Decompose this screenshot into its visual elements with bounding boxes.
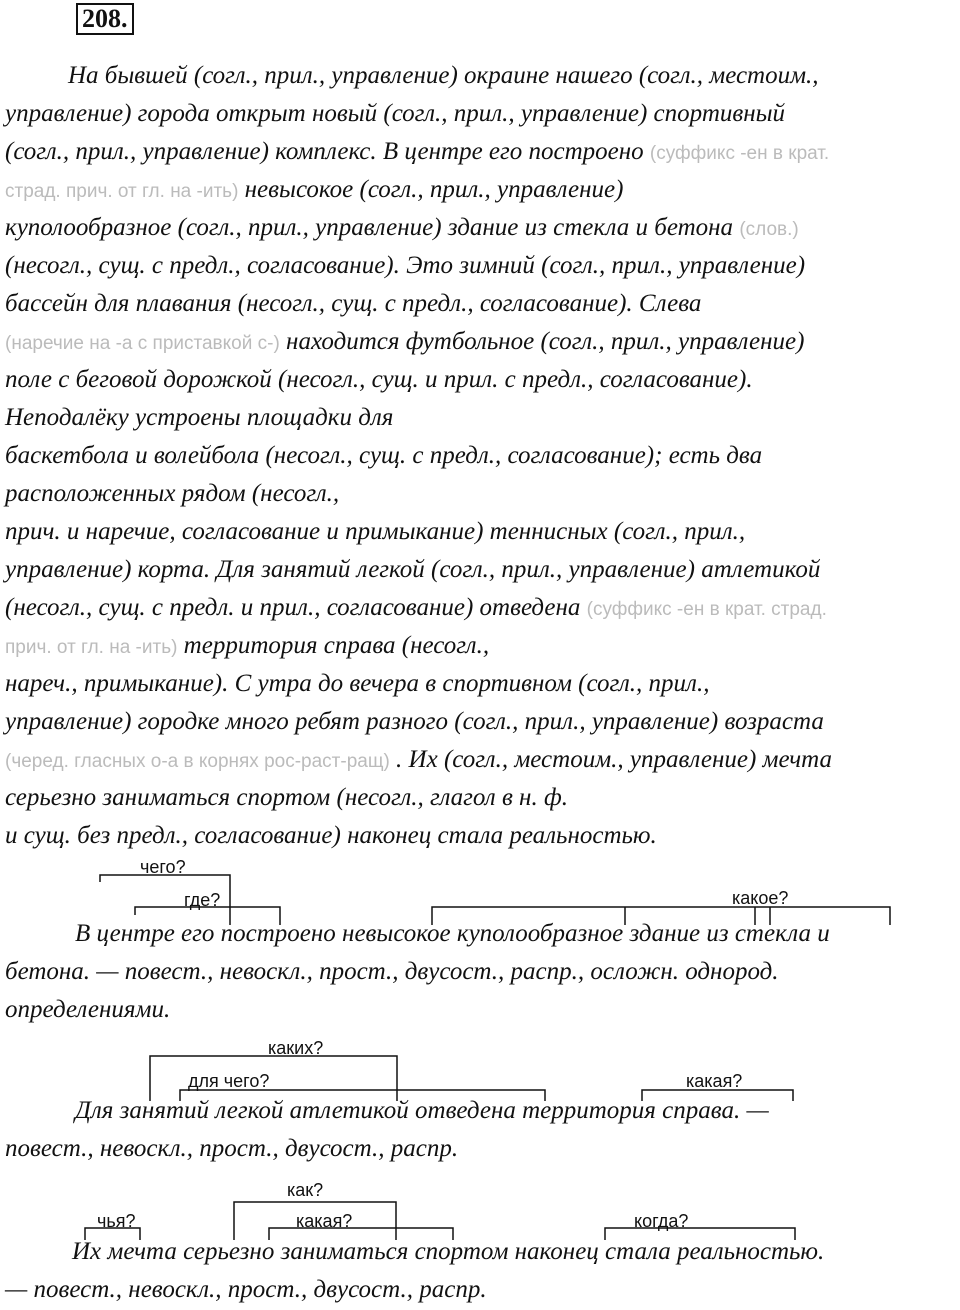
q-kakih: каких? (268, 1038, 324, 1058)
text-line-19-main: . Их (согл., местоим., управление) мечта (396, 746, 833, 773)
text-line-3-main: (согл., прил., управление) комплекс. В центре его построено (5, 138, 644, 165)
note-alternation: (черед. гласных о-а в корнях рос-раст-ращ) (5, 751, 390, 772)
note-slov-1: (слов.) (739, 219, 799, 240)
text-line-10: Неподалёку устроены площадки для (5, 404, 394, 431)
analysis-2-sentence: Для занятий легкой атлетикой отведена территория справа. — (75, 1097, 769, 1124)
text-line-5 (5, 209, 960, 249)
note-suffix-1: (суффикс -ен в крат. (649, 143, 830, 164)
text-line-1: На бывшей (согл., прил., управление) окраине нашего (согл., местоим., (68, 62, 819, 89)
q-kakoe: какое? (732, 888, 789, 908)
text-line-2: управление) города открыт новый (согл., прил., управление) спортивный (5, 100, 786, 127)
diagram-1 (0, 855, 960, 925)
diagram-2 (0, 1036, 960, 1101)
text-line-8-main: находится футбольное (согл., прил., управление) (286, 328, 805, 355)
text-line-4-main: невысокое (согл., прил., управление) (244, 176, 624, 203)
note-low: (= низкое) (5, 1285, 10, 1286)
diagram-3 (0, 1176, 960, 1240)
text-line-16 (5, 627, 960, 667)
text-line-15-main: (несогл., сущ. с предл. и прил., согласование) отведена (5, 594, 581, 621)
text-line-6: (несогл., сущ. с предл., согласование). Это зимний (согл., прил., управление) (5, 252, 806, 279)
note-slov-2: (слов.) (9, 1285, 13, 1286)
q-chya: чья? (97, 1211, 136, 1231)
text-line-14: управление) корта. Для занятий легкой (согл., прил., управление) атлетикой (5, 556, 821, 583)
text-line-4 (5, 171, 960, 211)
diagram-3-arrows (0, 1176, 960, 1240)
exercise-number: 208. (76, 3, 134, 35)
q-gde: где? (184, 890, 221, 910)
q-kogda: когда? (634, 1211, 689, 1231)
text-line-17: нареч., примыкание). С утра до вечера в спортивном (согл., прил., (5, 670, 710, 697)
analysis-3-sentence: Их мечта серьезно заниматься спортом наконец стала реальностью. (72, 1238, 825, 1265)
text-line-16-main: территория справа (несогл., (183, 632, 490, 659)
analysis-1-cont2: определениями. (5, 996, 171, 1023)
text-line-8 (5, 323, 960, 363)
analysis-1-sentence: В центре его построено невысокое куполообразное здание из стекла и (75, 920, 830, 947)
text-line-21: и сущ. без предл., согласование) наконец стала реальностью. (5, 822, 657, 849)
text-line-15 (5, 589, 960, 629)
note-adverb-1: (наречие на -а с приставкой с-) (5, 333, 280, 354)
q-dlya-chego: для чего? (188, 1071, 270, 1091)
note-suffix-enn: (суффикс -енн в полн. страд. прич. от гл. на -ить) (32, 1285, 54, 1286)
analysis-2-cont: повест., невоскл., прост., двусост., распр. (5, 1135, 459, 1162)
note-suffix-3b: прич. от гл. на -ить) (5, 637, 178, 658)
note-suffix-3: (суффикс -ен в крат. страд. (586, 599, 827, 620)
text-line-5-main: куполообразное (согл., прил., управление) здание из стекла и бетона (5, 214, 734, 241)
text-line-19 (5, 741, 960, 781)
text-line-3 (5, 133, 960, 173)
note-adverb-2: (наречие на -а с приставкой с-) (54, 1285, 68, 1286)
note-adverb-3: (наречие) (78, 1285, 83, 1286)
text-line-12 (5, 475, 960, 513)
text-line-11: баскетбола и волейбола (несогл., сущ. с предл., согласование); есть два (5, 442, 763, 469)
diagram-2-arrows (0, 1036, 960, 1101)
q-kakaya: какая? (686, 1071, 743, 1091)
analysis-3-cont: — повест., невоскл., прост., двусост., распр. (5, 1276, 487, 1303)
analysis-1-cont: бетона. — повест., невоскл., прост., двусост., распр., осложн. однород. (5, 958, 779, 985)
q-chego: чего? (140, 857, 186, 877)
note-suffix-2: (суффикс -ен в крат. страд. прич. от гл. на -ить) (12, 1285, 33, 1286)
text-line-18: управление) городке много ребят разного (согл., прил., управление) возраста (5, 708, 824, 735)
q-kak: как? (287, 1180, 324, 1200)
text-line-20: серьезно заниматься спортом (несогл., глагол в н. ф. (5, 784, 568, 811)
note-soft-sign: (разделит. ь) (67, 1285, 73, 1286)
q-kakaya-2: какая? (296, 1211, 353, 1231)
note-suffix-1b: страд. прич. от гл. на -ить) (5, 181, 239, 202)
text-line-13: прич. и наречие, согласование и примыкание) теннисных (согл., прил., (5, 518, 746, 545)
note-what-to-do: (что делать?) (73, 1285, 79, 1286)
text-line-9: поле с беговой дорожкой (несогл., сущ. и прил. с предл., согласование). (5, 366, 753, 393)
text-line-7: бассейн для плавания (несогл., сущ. с предл., согласование). Слева (5, 290, 702, 317)
text-line-12-main: расположенных рядом (несогл., (5, 480, 340, 507)
